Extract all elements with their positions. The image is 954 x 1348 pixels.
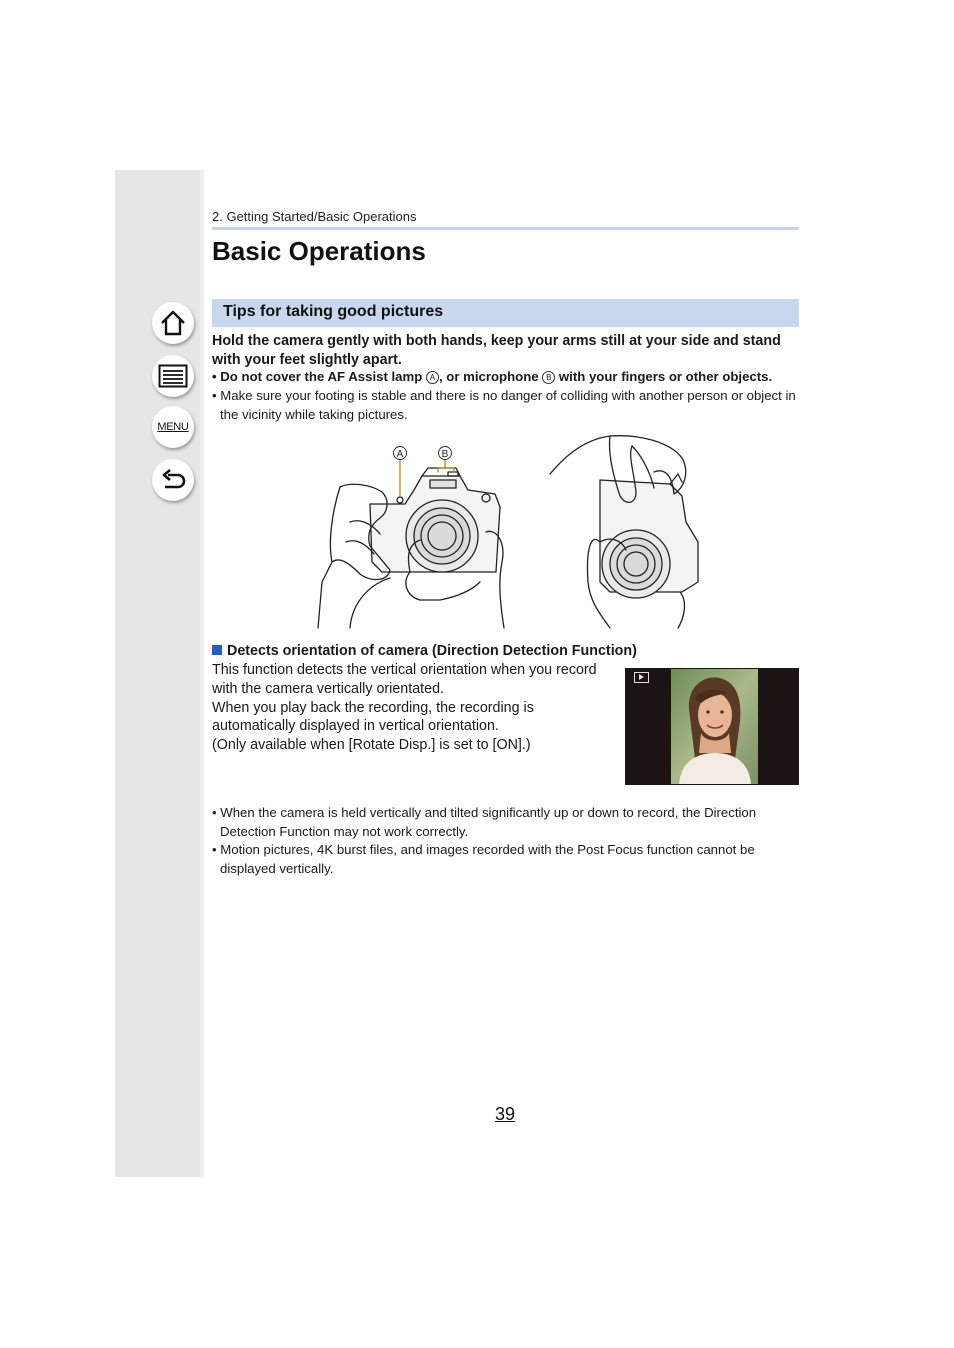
- playback-icon: [634, 672, 649, 683]
- return-arrow-icon: [159, 467, 187, 493]
- note-direction-detection: • When the camera is held vertically and tilted significantly up or down to record, the Direction Detection Function may not work correctly.: [212, 805, 757, 839]
- page-title: Basic Operations: [212, 236, 426, 266]
- menu-icon: MENU: [157, 421, 189, 433]
- contents-button[interactable]: [152, 355, 194, 397]
- menu-button[interactable]: [152, 406, 194, 448]
- warning-bullet: [212, 369, 812, 384]
- marker-a-icon: A: [426, 371, 439, 384]
- home-button[interactable]: [152, 302, 194, 344]
- page-number: 39: [495, 1104, 516, 1124]
- sidebar-divider: [200, 170, 204, 1177]
- back-button[interactable]: [152, 459, 194, 501]
- footing-bullet: • Make sure your footing is stable and there is no danger of colliding with another person or object in the vicinity while taking pictures.: [212, 388, 796, 422]
- lead-paragraph: Hold the camera gently with both hands, keep your arms still at your side and stand with your feet slightly apart.: [212, 333, 781, 368]
- illustration-labels: [394, 447, 452, 461]
- orientation-description: [212, 661, 622, 755]
- breadcrumb: 2. Getting Started/Basic Operations: [212, 209, 417, 224]
- square-bullet-icon: [212, 645, 222, 655]
- orientation-para-1: This function detects the vertical orientation when you record with the camera vertically orientated.: [212, 662, 597, 697]
- label-b: B: [441, 449, 449, 460]
- warning-text-1: • Do not cover the AF Assist lamp: [212, 369, 426, 384]
- note-motion-pictures: • Motion pictures, 4K burst files, and images recorded with the Post Focus function cannot be displayed vertically.: [212, 842, 755, 876]
- warning-text-2: , or microphone: [438, 369, 543, 384]
- camera-holding-illustration: [310, 432, 710, 632]
- section-bar: [212, 299, 799, 327]
- horizontal-grip-figure: [318, 459, 504, 628]
- warning-text-3: with your fingers or other objects.: [555, 369, 773, 384]
- header-rule: [212, 227, 799, 230]
- orientation-para-2: When you play back the recording, the recording is automatically displayed in vertical orientation.: [212, 699, 534, 735]
- vertical-grip-figure: [550, 436, 698, 628]
- playback-screen-image: [625, 668, 799, 785]
- list-icon: [158, 364, 188, 388]
- orientation-heading-text: Detects orientation of camera (Direction Detection Function): [227, 643, 637, 659]
- orientation-para-3: (Only available when [Rotate Disp.] is set to [ON].): [212, 737, 531, 754]
- portrait-photo: [671, 669, 758, 784]
- marker-b-icon: B: [542, 371, 555, 384]
- orientation-heading: [212, 643, 637, 659]
- home-icon: [159, 309, 187, 337]
- section-title: Tips for taking good pictures: [223, 303, 444, 320]
- label-a: A: [396, 449, 404, 460]
